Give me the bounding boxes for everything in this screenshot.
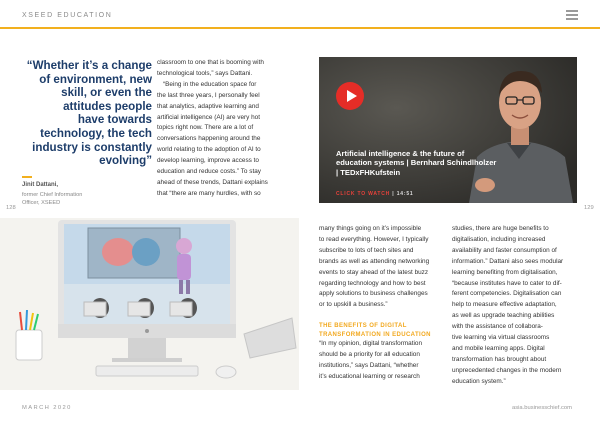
video-thumbnail[interactable] [319,57,577,203]
quote-line: of environment, new [39,72,152,86]
quote-line: have towards [77,113,152,127]
play-icon[interactable] [336,82,364,110]
hamburger-menu-icon[interactable] [566,10,578,20]
article-column-1 [157,58,307,200]
page-number-right: 129 [584,205,594,211]
video-caption: Artificial intelligence & the future of education systems | Bernhard Schindlholzer | TEDxFHKufstein [336,149,497,177]
pull-quote [14,59,152,168]
speaker-photo [319,57,577,203]
paragraph: studies, there are huge benefits to digitalisation, including increased availability and faster consumption of information.” Dattani also sees modular learning benefiting from digitalisation, “because institutes have to cater to dif- ferent competencies. Digitalisation can help to measure effective adaptation, as well as upgrade teaching abilities with the assistance of collabora- tive learning via virtual classrooms and mobile learning apps. Digital transformation has brought about unprecedented changes in the modern education system.” [452,225,564,385]
issue-date: MARCH 2020 [22,405,72,411]
paragraph: classroom to one that is booming with technological tools,” says Dattani. [157,59,264,77]
quote-line: skill, or even the [61,86,152,100]
quote-line: “Whether it’s a change [26,59,152,72]
page-number-left: 128 [6,205,16,211]
click-to-watch-link[interactable]: CLICK TO WATCH [336,191,391,197]
quote-author-title: former Chief Information [22,192,83,198]
article-column-2 [319,224,449,383]
quote-author-name: Jinit Dattani, [22,182,59,188]
classroom-illustration-graphic [0,218,299,390]
paragraph: many things going on it’s impossible to read everything. However, I typically subscribe to lots of tech sites and brands as well as attending networking events to stay ahead of the latest buzz regarding technology and how to best apply solutions to business challenges or to upskill a business.” [319,225,430,309]
header-divider [0,27,600,29]
video-duration: 14:51 [396,191,414,197]
quote-line: technology, the tech [40,126,152,140]
paragraph: “In my opinion, digital transformation should be a priority for all education institutions,” says Dattani, “whether it’s educational learning or research [319,340,423,380]
classroom-illustration [0,218,299,390]
magazine-section-title: XSEED EDUCATION [22,12,113,19]
quote-line: attitudes people [63,99,152,113]
paragraph: “Being in the education space for the last three years, I personally feel that analytics, adaptive learning and artificial intelligence (AI) are very hot topics right now. There are a lot of conversations happening around the world relating to the adoption of AI to develop learning, improve access to education and reduce costs.” To stay ahead of these trends, Dattani explains that “there are many hurdles, with so [157,80,268,197]
quote-author-title: Officer, XSEED [22,200,61,206]
article-column-3 [452,224,580,388]
website-link[interactable]: asia.businesschief.com [512,405,572,411]
quote-line: industry is constantly [32,140,152,154]
watch-row [336,191,413,197]
video-separator: | [392,191,395,197]
quote-divider [22,176,32,178]
section-subheading: THE BENEFITS OF DIGITAL TRANSFORMATION IN EDUCATION [319,323,431,338]
quote-line: evolving” [99,154,152,168]
